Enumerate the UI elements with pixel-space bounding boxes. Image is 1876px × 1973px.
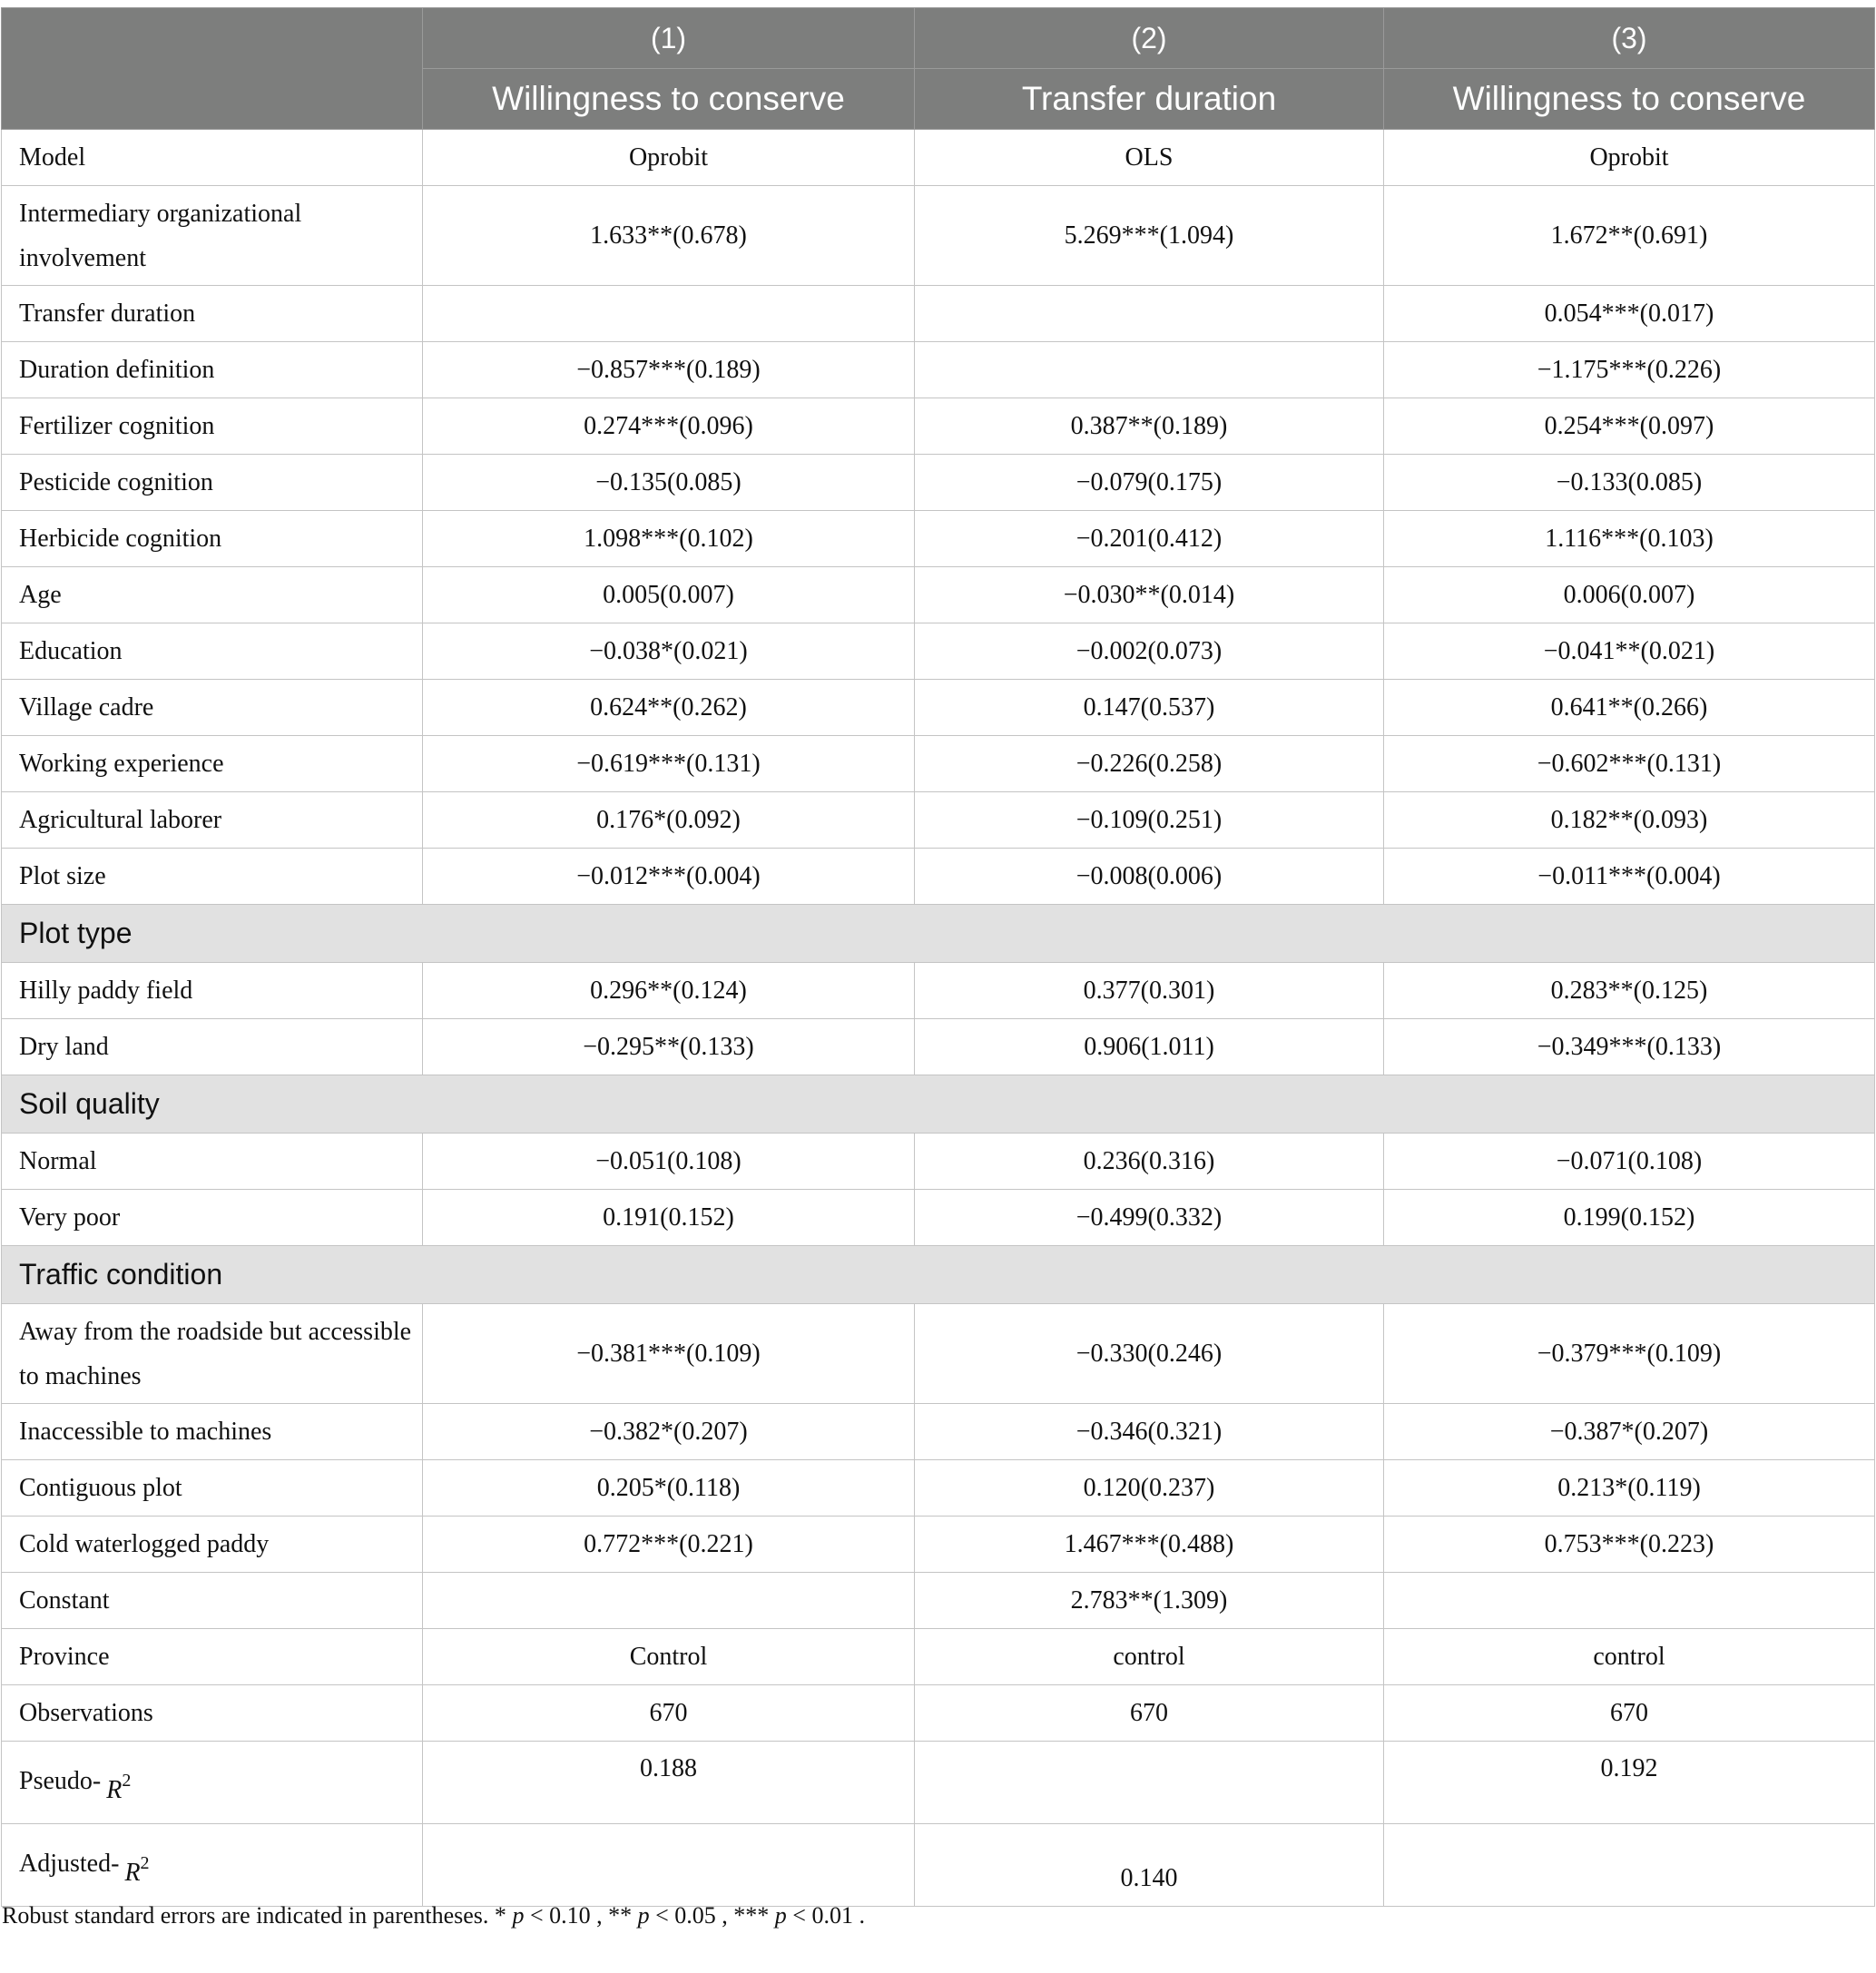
cell-col2: −0.030**(0.014) — [915, 567, 1384, 623]
section-soil-quality — [2, 1075, 1875, 1134]
row-label — [2, 1742, 423, 1824]
row-label: Plot size — [2, 849, 423, 905]
cell-col1: 0.772***(0.221) — [423, 1517, 915, 1573]
cell-col1: −0.382*(0.207) — [423, 1404, 915, 1460]
footnote-text: Robust standard errors are indicated in parentheses. * — [2, 1902, 513, 1929]
r2-label-text: Pseudo- — [19, 1767, 102, 1795]
row-label — [2, 1824, 423, 1907]
row-label: Observations — [2, 1685, 423, 1742]
header-number-2: (2) — [915, 8, 1384, 69]
table-row — [2, 736, 1875, 792]
cell-col2: −0.002(0.073) — [915, 623, 1384, 680]
row-label: Cold waterlogged paddy — [2, 1517, 423, 1573]
cell-col3: −0.349***(0.133) — [1384, 1019, 1875, 1075]
cell-col2: 0.377(0.301) — [915, 963, 1384, 1019]
cell-col1: 0.205*(0.118) — [423, 1460, 915, 1517]
cell-col3: 670 — [1384, 1685, 1875, 1742]
cell-col2: 0.140 — [915, 1824, 1384, 1907]
pseudo-r2-row — [2, 1742, 1875, 1824]
cell-col2: −0.008(0.006) — [915, 849, 1384, 905]
row-label: Intermediary organizational involvement — [2, 186, 423, 286]
cell-col3: −0.071(0.108) — [1384, 1134, 1875, 1190]
table-row — [2, 511, 1875, 567]
table-footnote — [2, 1902, 865, 1929]
cell-col3: −0.387*(0.207) — [1384, 1404, 1875, 1460]
cell-col2: 0.236(0.316) — [915, 1134, 1384, 1190]
cell-col2: −0.499(0.332) — [915, 1190, 1384, 1246]
table-row — [2, 1629, 1875, 1685]
row-label: Education — [2, 623, 423, 680]
row-label: Very poor — [2, 1190, 423, 1246]
cell-col3: 0.006(0.007) — [1384, 567, 1875, 623]
cell-col3: 0.182**(0.093) — [1384, 792, 1875, 849]
cell-col3: −0.602***(0.131) — [1384, 736, 1875, 792]
footnote-threshold-3: < 0.01 . — [786, 1902, 865, 1929]
footnote-p-symbol-3: p — [774, 1902, 787, 1929]
table-row — [2, 792, 1875, 849]
section-label: Soil quality — [2, 1075, 1875, 1134]
footnote-p-symbol-1: p — [512, 1902, 525, 1929]
table-row — [2, 849, 1875, 905]
cell-col3: −1.175***(0.226) — [1384, 342, 1875, 398]
header-title-3: Willingness to conserve — [1384, 69, 1875, 130]
footnote-threshold-1: < 0.10 , ** — [524, 1902, 638, 1929]
row-label: Inaccessible to machines — [2, 1404, 423, 1460]
cell-col1: −0.381***(0.109) — [423, 1304, 915, 1404]
cell-col2 — [915, 286, 1384, 342]
table-row — [2, 1019, 1875, 1075]
row-label: Away from the roadside but accessible to machines — [2, 1304, 423, 1404]
cell-col3: −0.379***(0.109) — [1384, 1304, 1875, 1404]
r2-superscript: 2 — [140, 1853, 150, 1873]
section-traffic-condition — [2, 1246, 1875, 1304]
footnote-p-symbol-2: p — [637, 1902, 650, 1929]
cell-col1: −0.012***(0.004) — [423, 849, 915, 905]
row-label: Agricultural laborer — [2, 792, 423, 849]
table-row — [2, 398, 1875, 455]
cell-col1: 0.188 — [423, 1742, 915, 1824]
cell-col3: Oprobit — [1384, 130, 1875, 186]
cell-col1 — [423, 286, 915, 342]
cell-col2: −0.079(0.175) — [915, 455, 1384, 511]
row-label: Village cadre — [2, 680, 423, 736]
section-label: Traffic condition — [2, 1246, 1875, 1304]
cell-col2 — [915, 342, 1384, 398]
table-row — [2, 1134, 1875, 1190]
cell-col2: 1.467***(0.488) — [915, 1517, 1384, 1573]
cell-col2 — [915, 1742, 1384, 1824]
cell-col3: −0.011***(0.004) — [1384, 849, 1875, 905]
regression-table — [1, 7, 1875, 1907]
table-row — [2, 1573, 1875, 1629]
cell-col1: 1.098***(0.102) — [423, 511, 915, 567]
cell-col2: −0.109(0.251) — [915, 792, 1384, 849]
table-row — [2, 1190, 1875, 1246]
cell-col1: 0.296**(0.124) — [423, 963, 915, 1019]
cell-col3: 0.054***(0.017) — [1384, 286, 1875, 342]
cell-col2: 0.906(1.011) — [915, 1019, 1384, 1075]
table-header — [2, 8, 1875, 130]
header-title-1: Willingness to conserve — [423, 69, 915, 130]
cell-col3 — [1384, 1573, 1875, 1629]
table-row — [2, 567, 1875, 623]
cell-col1 — [423, 1573, 915, 1629]
r2-superscript: 2 — [122, 1771, 132, 1791]
cell-col1: 0.274***(0.096) — [423, 398, 915, 455]
table-row — [2, 342, 1875, 398]
cell-col1: −0.135(0.085) — [423, 455, 915, 511]
cell-col2: OLS — [915, 130, 1384, 186]
cell-col3: 1.116***(0.103) — [1384, 511, 1875, 567]
cell-col2: −0.330(0.246) — [915, 1304, 1384, 1404]
table-row — [2, 1685, 1875, 1742]
table-row — [2, 286, 1875, 342]
cell-col1: −0.038*(0.021) — [423, 623, 915, 680]
header-corner — [2, 8, 423, 130]
r2-symbol: R — [124, 1859, 141, 1887]
cell-col1 — [423, 1824, 915, 1907]
table-row — [2, 1460, 1875, 1517]
header-number-1: (1) — [423, 8, 915, 69]
cell-col3: 0.192 — [1384, 1742, 1875, 1824]
table-row — [2, 186, 1875, 286]
footnote-threshold-2: < 0.05 , *** — [649, 1902, 775, 1929]
row-label: Dry land — [2, 1019, 423, 1075]
cell-col2: −0.226(0.258) — [915, 736, 1384, 792]
row-label: Duration definition — [2, 342, 423, 398]
r2-symbol: R — [106, 1776, 123, 1804]
cell-col3: 0.753***(0.223) — [1384, 1517, 1875, 1573]
cell-col1: −0.857***(0.189) — [423, 342, 915, 398]
header-title-2: Transfer duration — [915, 69, 1384, 130]
row-label: Province — [2, 1629, 423, 1685]
cell-col3: control — [1384, 1629, 1875, 1685]
adjusted-r2-row — [2, 1824, 1875, 1907]
row-label: Working experience — [2, 736, 423, 792]
cell-col1: 0.191(0.152) — [423, 1190, 915, 1246]
cell-col3: 0.199(0.152) — [1384, 1190, 1875, 1246]
cell-col2: control — [915, 1629, 1384, 1685]
cell-col2: 0.147(0.537) — [915, 680, 1384, 736]
row-label: Hilly paddy field — [2, 963, 423, 1019]
table-body — [2, 130, 1875, 1907]
row-label: Constant — [2, 1573, 423, 1629]
header-number-3: (3) — [1384, 8, 1875, 69]
table-row — [2, 680, 1875, 736]
cell-col3: −0.133(0.085) — [1384, 455, 1875, 511]
r2-label-text: Adjusted- — [19, 1850, 120, 1878]
row-label: Contiguous plot — [2, 1460, 423, 1517]
row-label: Pesticide cognition — [2, 455, 423, 511]
row-label: Transfer duration — [2, 286, 423, 342]
cell-col2: 670 — [915, 1685, 1384, 1742]
cell-col1: −0.051(0.108) — [423, 1134, 915, 1190]
table-row — [2, 1304, 1875, 1404]
table-row — [2, 1404, 1875, 1460]
table-row — [2, 455, 1875, 511]
table-row — [2, 1517, 1875, 1573]
cell-col2: 5.269***(1.094) — [915, 186, 1384, 286]
row-label: Model — [2, 130, 423, 186]
cell-col1: −0.619***(0.131) — [423, 736, 915, 792]
cell-col3 — [1384, 1824, 1875, 1907]
cell-col1: 1.633**(0.678) — [423, 186, 915, 286]
cell-col3: −0.041**(0.021) — [1384, 623, 1875, 680]
cell-col2: 0.387**(0.189) — [915, 398, 1384, 455]
cell-col1: 0.624**(0.262) — [423, 680, 915, 736]
cell-col3: 0.254***(0.097) — [1384, 398, 1875, 455]
cell-col2: −0.346(0.321) — [915, 1404, 1384, 1460]
table-row — [2, 963, 1875, 1019]
row-label: Age — [2, 567, 423, 623]
cell-col1: 670 — [423, 1685, 915, 1742]
cell-col3: 0.641**(0.266) — [1384, 680, 1875, 736]
header-numbers-row — [2, 8, 1875, 69]
row-label: Fertilizer cognition — [2, 398, 423, 455]
cell-col1: Oprobit — [423, 130, 915, 186]
cell-col1: 0.176*(0.092) — [423, 792, 915, 849]
cell-col3: 1.672**(0.691) — [1384, 186, 1875, 286]
row-label: Normal — [2, 1134, 423, 1190]
model-row — [2, 130, 1875, 186]
cell-col2: −0.201(0.412) — [915, 511, 1384, 567]
cell-col3: 0.283**(0.125) — [1384, 963, 1875, 1019]
section-plot-type — [2, 905, 1875, 963]
cell-col2: 2.783**(1.309) — [915, 1573, 1384, 1629]
section-label: Plot type — [2, 905, 1875, 963]
cell-col1: −0.295**(0.133) — [423, 1019, 915, 1075]
row-label: Herbicide cognition — [2, 511, 423, 567]
cell-col1: 0.005(0.007) — [423, 567, 915, 623]
cell-col2: 0.120(0.237) — [915, 1460, 1384, 1517]
table-row — [2, 623, 1875, 680]
cell-col1: Control — [423, 1629, 915, 1685]
cell-col3: 0.213*(0.119) — [1384, 1460, 1875, 1517]
